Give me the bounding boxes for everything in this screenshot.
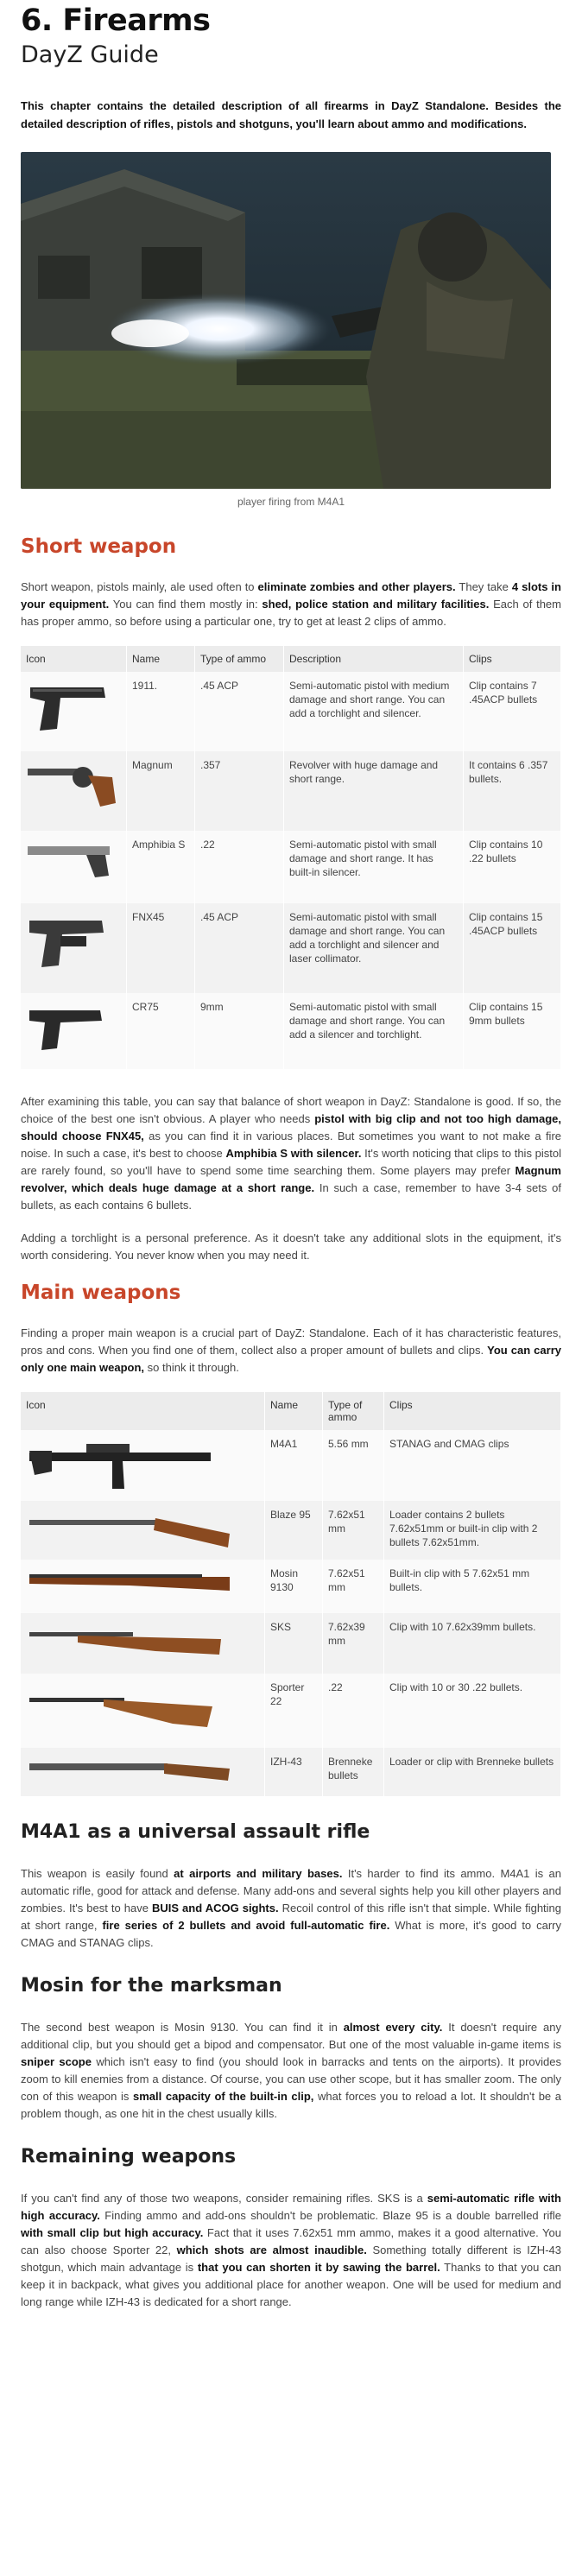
rifle-mosin-icon: [26, 1566, 233, 1601]
mosin-paragraph: The second best weapon is Mosin 9130. You can find it in almost every city. It doesn't require any additional clip, but you should get a bipod and compensator. But one of the most valuable in-game items is sniper scope which isn't easy to find (you should look in barracks and tents on the airports). It provides zoom to kill enemies from a distance. Of course, you can use other scope, but it has smaller zoom. The only con of this weapon is small capacity of the built-in clip, what forces you to reload a lot. It shouldn't be a problem though, as one hit in the chest usually kills.: [21, 2021, 562, 2120]
remaining-paragraph: If you can't find any of those two weapons, consider remaining rifles. SKS is a semi-automatic rifle with high accuracy. Finding ammo and add-ons shouldn't be problematic. Blaze 95 is a double barrelled rifle with small clip but high accuracy. Fact that it uses 7.62x51 mm ammo, makes it a good alternative. You can also choose Sporter 22, which shots are almost inaudible. Something totally different is IZH-43 shotgun, which main advantage is that you can shorten it by sawing the barrel. Thanks to that you can keep it in backpack, what gives you additional place for another weapon. One will be used for medium and long range while IZH-43 is dedicated for a short range.: [21, 2192, 562, 2308]
table-row: SKS 7.62x39 mm Clip with 10 7.62x39mm bullets.: [21, 1613, 561, 1674]
table-row: Mosin 9130 7.62x51 mm Built-in clip with 5 7.62x51 mm bullets.: [21, 1560, 561, 1613]
main-weapons-heading: Main weapons: [21, 1282, 181, 1304]
table-row: FNX45 .45 ACP Semi-automatic pistol with small damage and short range. You can add a torchlight and silencer and laser collimator. Clip contains 15 .45ACP bullets: [21, 903, 561, 993]
rifle-sporter22-icon: [26, 1680, 216, 1732]
short-weapon-table: Icon Name Type of ammo Description Clips 1911. .45 ACP Semi-automatic pistol with medium damage and short range. You can add a torchlight and silencer. Clip contains 7 .45ACP bullets Magnum .357 Revolver with huge damage and short range. It contains 6 .357 bullets. Amphibia S .22 Semi-automatic pistol with small damage and short range. It has built-in silencer. Clip contains 10 .22 bullets FNX45 .45 ACP Semi-automatic pistol with small damage and short range. You can add a torchlight and silencer and laser collimator. Clip contains 15 .45ACP bullets CR75 9mm Semi-automatic pistol with small damage and short range. You can add a silencer and torchlight. Clip contains 15 9mm bullets: [21, 646, 561, 1069]
pistol-1911-icon: [26, 679, 112, 736]
main-weapons-intro: Finding a proper main weapon is a crucial part of DayZ: Standalone. Each of it has characteristic features, pros and cons. When you find one of them, collect also a proper amount of bullets and clips. You can carry only one main weapon, so think it through.: [21, 1326, 561, 1374]
intro-paragraph: This chapter contains the detailed description of all firearms in DayZ Standalone. Besides the detailed description of rifles, pistols and shotguns, you'll learn about ammo and modifications.: [21, 99, 561, 130]
remaining-heading: Remaining weapons: [21, 2146, 237, 2168]
table-row: 1911. .45 ACP Semi-automatic pistol with medium damage and short range. You can add a torchlight and silencer. Clip contains 7 .45ACP bullets: [21, 672, 561, 751]
torchlight-paragraph: Adding a torchlight is a personal preference. As it doesn't take any additional slots in the equipment, it's worth considering. You never know when you may need it.: [21, 1231, 561, 1262]
m4a1-heading: M4A1 as a universal assault rifle: [21, 1821, 370, 1843]
table-row: Sporter 22 .22 Clip with 10 or 30 .22 bullets.: [21, 1674, 561, 1748]
soldier-firing-image: [21, 152, 551, 489]
main-weapons-table: Icon Name Type of ammo Clips M4A1 5.56 mm STANAG and CMAG clips Blaze 95 7.62x51 mm Loader contains 2 bullets 7.62x51mm or built-in clip with 2 bullets 7.62x51mm. Mosin 9130 7.62x51 mm Built-in clip with 5 7.62x51 mm bullets. SKS 7.62x39 mm Clip with 10 7.62x39mm bullets. Sporter 22 .22 Clip with 10 or 30 .22 bullets. IZH-43 Brenneke bullets Loader or clip with Brenneke bullets: [21, 1392, 561, 1796]
table-row: M4A1 5.56 mm STANAG and CMAG clips: [21, 1430, 561, 1501]
short-weapon-summary: After examining this table, you can say that balance of short weapon in DayZ: Standalone is good. If so, the choice of the best one isn't obvious. A player who needs pistol with big clip and not too high damage, should choose FNX45, as you can find it in various places. But sometimes you want to not make a fire noise. In such a case, it's best to choose Amphibia S with silencer. It's worth noticing that clips to this pistol are rarely found, so you'll have to spend some time searching them. Some players may prefer Magnum revolver, which deals huge damage at a short range. In such a case, remember to have 3-4 sets of bullets, as each contains 6 bullets.: [21, 1095, 561, 1212]
page-title: 6. Firearms: [21, 3, 211, 38]
hero-image: [21, 152, 551, 489]
rifle-sks-icon: [26, 1620, 225, 1661]
short-weapon-intro: Short weapon, pistols mainly, ale used often to eliminate zombies and other players. They take 4 slots in your equipment. You can find them mostly in: shed, police station and military facilities. Each of them has proper ammo, so before using a particular one, try to get at least 2 clips of ammo.: [21, 580, 561, 628]
table-row: Magnum .357 Revolver with huge damage and short range. It contains 6 .357 bullets.: [21, 751, 561, 831]
table-row: Amphibia S .22 Semi-automatic pistol with small damage and short range. It has built-in silencer. Clip contains 10 .22 bullets: [21, 831, 561, 903]
table-row: Blaze 95 7.62x51 mm Loader contains 2 bullets 7.62x51mm or built-in clip with 2 bullets 7.62x51mm.: [21, 1501, 561, 1560]
table-row: CR75 9mm Semi-automatic pistol with small damage and short range. You can add a silencer and torchlight. Clip contains 15 9mm bullets: [21, 993, 561, 1069]
hero-caption: player firing from M4A1: [237, 496, 345, 508]
rifle-m4a1-icon: [26, 1437, 216, 1492]
rifle-blaze95-icon: [26, 1508, 233, 1551]
mosin-heading: Mosin for the marksman: [21, 1975, 282, 1997]
m4a1-paragraph: This weapon is easily found at airports and military bases. It's harder to find its ammo. M4A1 is an automatic rifle, good for attack and defense. Many add-ons and several sights help you kill other players and zombies. It's best to have BUIS and ACOG sights. Recoil control of this rifle isn't that simple. While fighting at short range, fire series of 2 bullets and avoid full-automatic fire. What is more, it's good to carry CMAG and STANAG clips.: [21, 1867, 562, 1949]
pistol-amphibia-icon: [26, 838, 121, 881]
pistol-fnx45-icon: [26, 910, 112, 971]
table-row: IZH-43 Brenneke bullets Loader or clip with Brenneke bullets: [21, 1748, 561, 1796]
page-subtitle: DayZ Guide: [21, 41, 159, 68]
shotgun-izh43-icon: [26, 1755, 233, 1786]
short-weapon-heading: Short weapon: [21, 535, 177, 558]
revolver-magnum-icon: [26, 758, 121, 810]
pistol-cr75-icon: [26, 1000, 112, 1052]
